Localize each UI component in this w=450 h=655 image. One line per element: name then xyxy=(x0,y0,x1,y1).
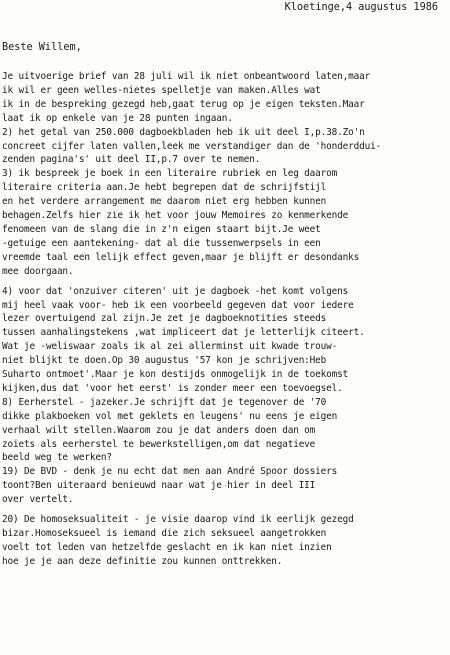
text-line: fenomeen van de slang die in z'n eigen staart bijt.Je weet xyxy=(2,223,321,235)
paragraph xyxy=(2,513,446,569)
paragraph xyxy=(2,70,446,279)
text-line: Suharto ontmoet'.Maar je kon destijds onmogelijk in de toekomst xyxy=(2,369,349,381)
text-line: hoe je je aan deze definitie zou kunnen onttrekken. xyxy=(2,555,283,567)
text-line: 20) De homoseksualiteit - je visie daarop vind ik eerlijk gezegd xyxy=(2,514,354,526)
text-line: toont?Ben uiteraard benieuwd naar wat je hier in deel III xyxy=(2,480,316,492)
text-line: bizar.Homoseksueel is iemand die zich seksueel aangetrokken xyxy=(2,528,327,539)
text-line: mij heel vaak voor- heb ik een voorbeeld gegeven dat voor iedere xyxy=(2,299,354,311)
text-line: concreet cijfer laten vallen,leek me verstandiger dan de 'honderddui- xyxy=(2,140,382,152)
place-date: Kloetinge,4 augustus 1986 xyxy=(284,2,438,13)
text-line: vreemde taal een lelijk effect geven,maar je blijft er desondanks xyxy=(2,251,360,263)
text-line: voelt tot leden van hetzelfde geslacht en ik kan niet inzien xyxy=(2,541,332,553)
text-line: niet blijkt te doen.Op 30 augustus '57 kon je schrijven:Heb xyxy=(2,355,327,367)
text-line: dikke plakboeken vol met geklets en leugens' nu eens je eigen xyxy=(2,410,338,422)
text-line: 3) ik bespreek je boek in een literaire rubriek en leg daarom xyxy=(2,168,338,180)
text-line: 19) De BVD - denk je nu echt dat men aan André Spoor dossiers xyxy=(2,466,338,478)
text-line: verhaal wilt stellen.Waarom zou je dat anders doen dan om xyxy=(2,424,316,436)
text-line: en het verdere arrangement me daarom niet erg hebben kunnen xyxy=(2,196,327,208)
text-line: 8) Eerherstel - jazeker.Je schrijft dat je tegenover de '70 xyxy=(2,396,327,408)
text-line: 4) voor dat 'onzuiver citeren' uit je dagboek -het komt volgens xyxy=(2,285,349,297)
text-line: literaire criteria aan.Je hebt begrepen dat de schrijfstijl xyxy=(2,182,327,194)
text-line: ik in de bespreking gezegd heb,gaat terug op je eigen teksten.Maar xyxy=(2,98,365,110)
text-line: zoiets als eerherstel te bewerkstelligen,om dat negatieve xyxy=(2,438,316,450)
text-line: zenden pagina's' uit deel II,p.7 over te nemen. xyxy=(2,154,261,166)
text-line: tussen aanhalingstekens ,wat impliceert dat je letterlijk citeert. xyxy=(2,327,365,339)
text-line: lezer overtuigend zal zijn.Je zet je dagboeknotities steeds xyxy=(2,313,327,325)
letter-body xyxy=(2,70,446,575)
text-line: over vertelt. xyxy=(2,494,74,506)
text-line: beeld weg te werken? xyxy=(2,452,112,464)
text-line: ik wil er geen welles-nietes spelletje van maken.Alles wat xyxy=(2,84,321,96)
text-line: Wat je -weliswaar zoals ik al zei allerminst uit kwade trouw- xyxy=(2,341,338,353)
paragraph xyxy=(2,285,446,508)
text-line: behagen.Zelfs hier zie ik het voor jouw Memoires zo kenmerkende xyxy=(2,210,349,222)
text-line: mee doorgaan. xyxy=(2,265,74,277)
salutation: Beste Willem, xyxy=(2,42,82,53)
text-line: -getuige een aantekening- dat al die tussenwerpsels in een xyxy=(2,237,321,249)
text-line: 2) het getal van 250.000 dagboekbladen heb ik uit deel I,p.38.Zo'n xyxy=(2,126,365,138)
text-line: laat ik op enkele van je 28 punten ingaan. xyxy=(2,112,233,124)
text-line: kijken,dus dat 'voor het eerst' is zonder meer een toevoegsel. xyxy=(2,382,343,394)
text-line: Je uitvoerige brief van 28 juli wil ik niet onbeantwoord laten,maar xyxy=(2,71,371,82)
